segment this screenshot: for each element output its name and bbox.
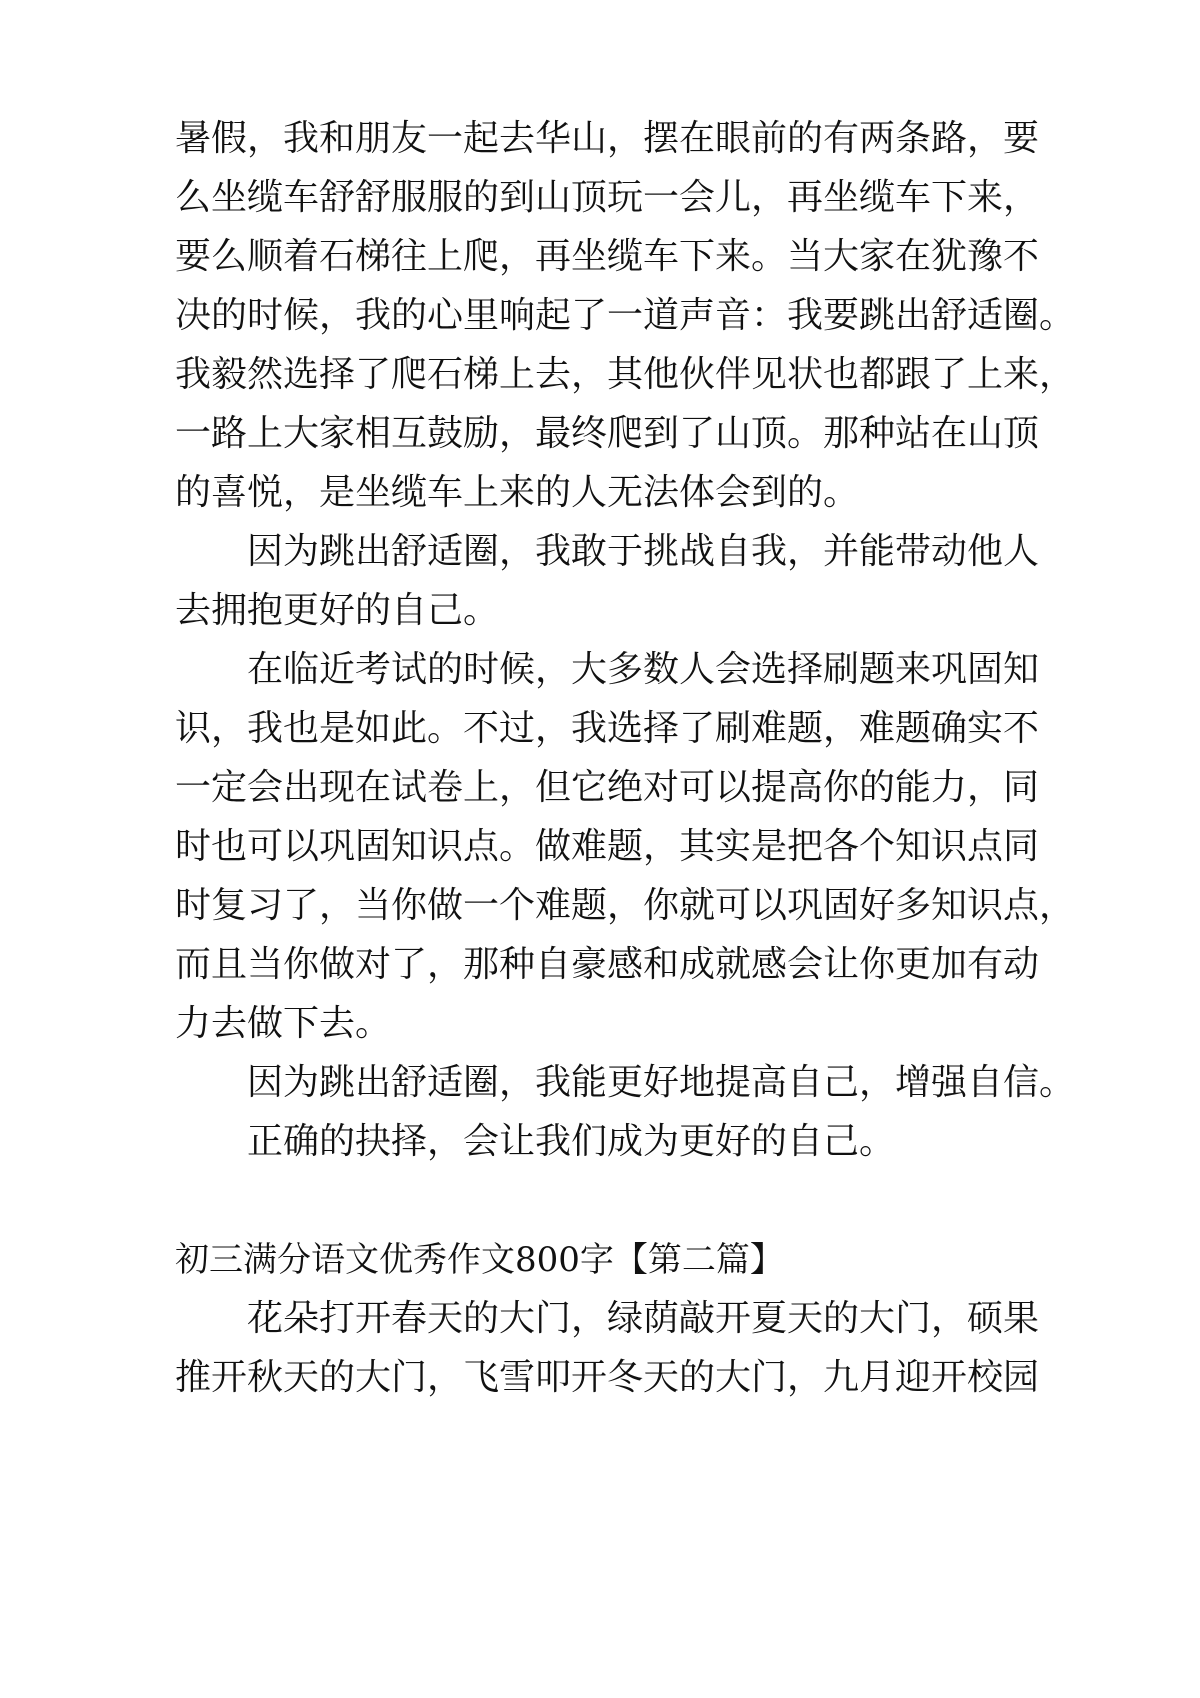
paragraph-line: 我毅然选择了爬石梯上去，其他伙伴见状也都跟了上来，: [175, 354, 1076, 395]
paragraph-line: 时复习了，当你做一个难题，你就可以巩固好多知识点，: [175, 885, 1076, 926]
paragraph-line: 去拥抱更好的自己。: [175, 590, 500, 631]
paragraph-line: 么坐缆车舒舒服服的到山顶玩一会儿，再坐缆车下来，: [175, 177, 1040, 218]
paragraph-line: 识，我也是如此。不过，我选择了刷难题，难题确实不: [175, 708, 1040, 749]
section-heading: 初三满分语文优秀作文800字【第二篇】: [175, 1240, 784, 1280]
paragraph-line: 一定会出现在试卷上，但它绝对可以提高你的能力，同: [175, 767, 1040, 808]
paragraph-line: 力去做下去。: [175, 1003, 392, 1044]
paragraph-line: 花朵打开春天的大门，绿荫敲开夏天的大门，硕果: [247, 1298, 1040, 1339]
paragraph-line: 在临近考试的时候，大多数人会选择刷题来巩固知: [247, 649, 1040, 690]
paragraph-line: 暑假，我和朋友一起去华山，摆在眼前的有两条路，要: [175, 118, 1040, 159]
paragraph-line: 正确的抉择，会让我们成为更好的自己。: [247, 1121, 896, 1162]
paragraph-line: 因为跳出舒适圈，我敢于挑战自我，并能带动他人: [247, 531, 1040, 572]
paragraph-line: 时也可以巩固知识点。做难题，其实是把各个知识点同: [175, 826, 1040, 867]
paragraph-line: 一路上大家相互鼓励，最终爬到了山顶。那种站在山顶: [175, 413, 1040, 454]
paragraph-line: 决的时候，我的心里响起了一道声音：我要跳出舒适圈。: [175, 295, 1076, 336]
paragraph-line: 要么顺着石梯往上爬，再坐缆车下来。当大家在犹豫不: [175, 236, 1040, 277]
paragraph-line: 因为跳出舒适圈，我能更好地提高自己，增强自信。: [247, 1062, 1076, 1103]
paragraph-line: 而且当你做对了，那种自豪感和成就感会让你更加有动: [175, 944, 1040, 985]
paragraph-line: 的喜悦，是坐缆车上来的人无法体会到的。: [175, 472, 860, 513]
paragraph-line: 推开秋天的大门，飞雪叩开冬天的大门，九月迎开校园: [175, 1357, 1040, 1398]
